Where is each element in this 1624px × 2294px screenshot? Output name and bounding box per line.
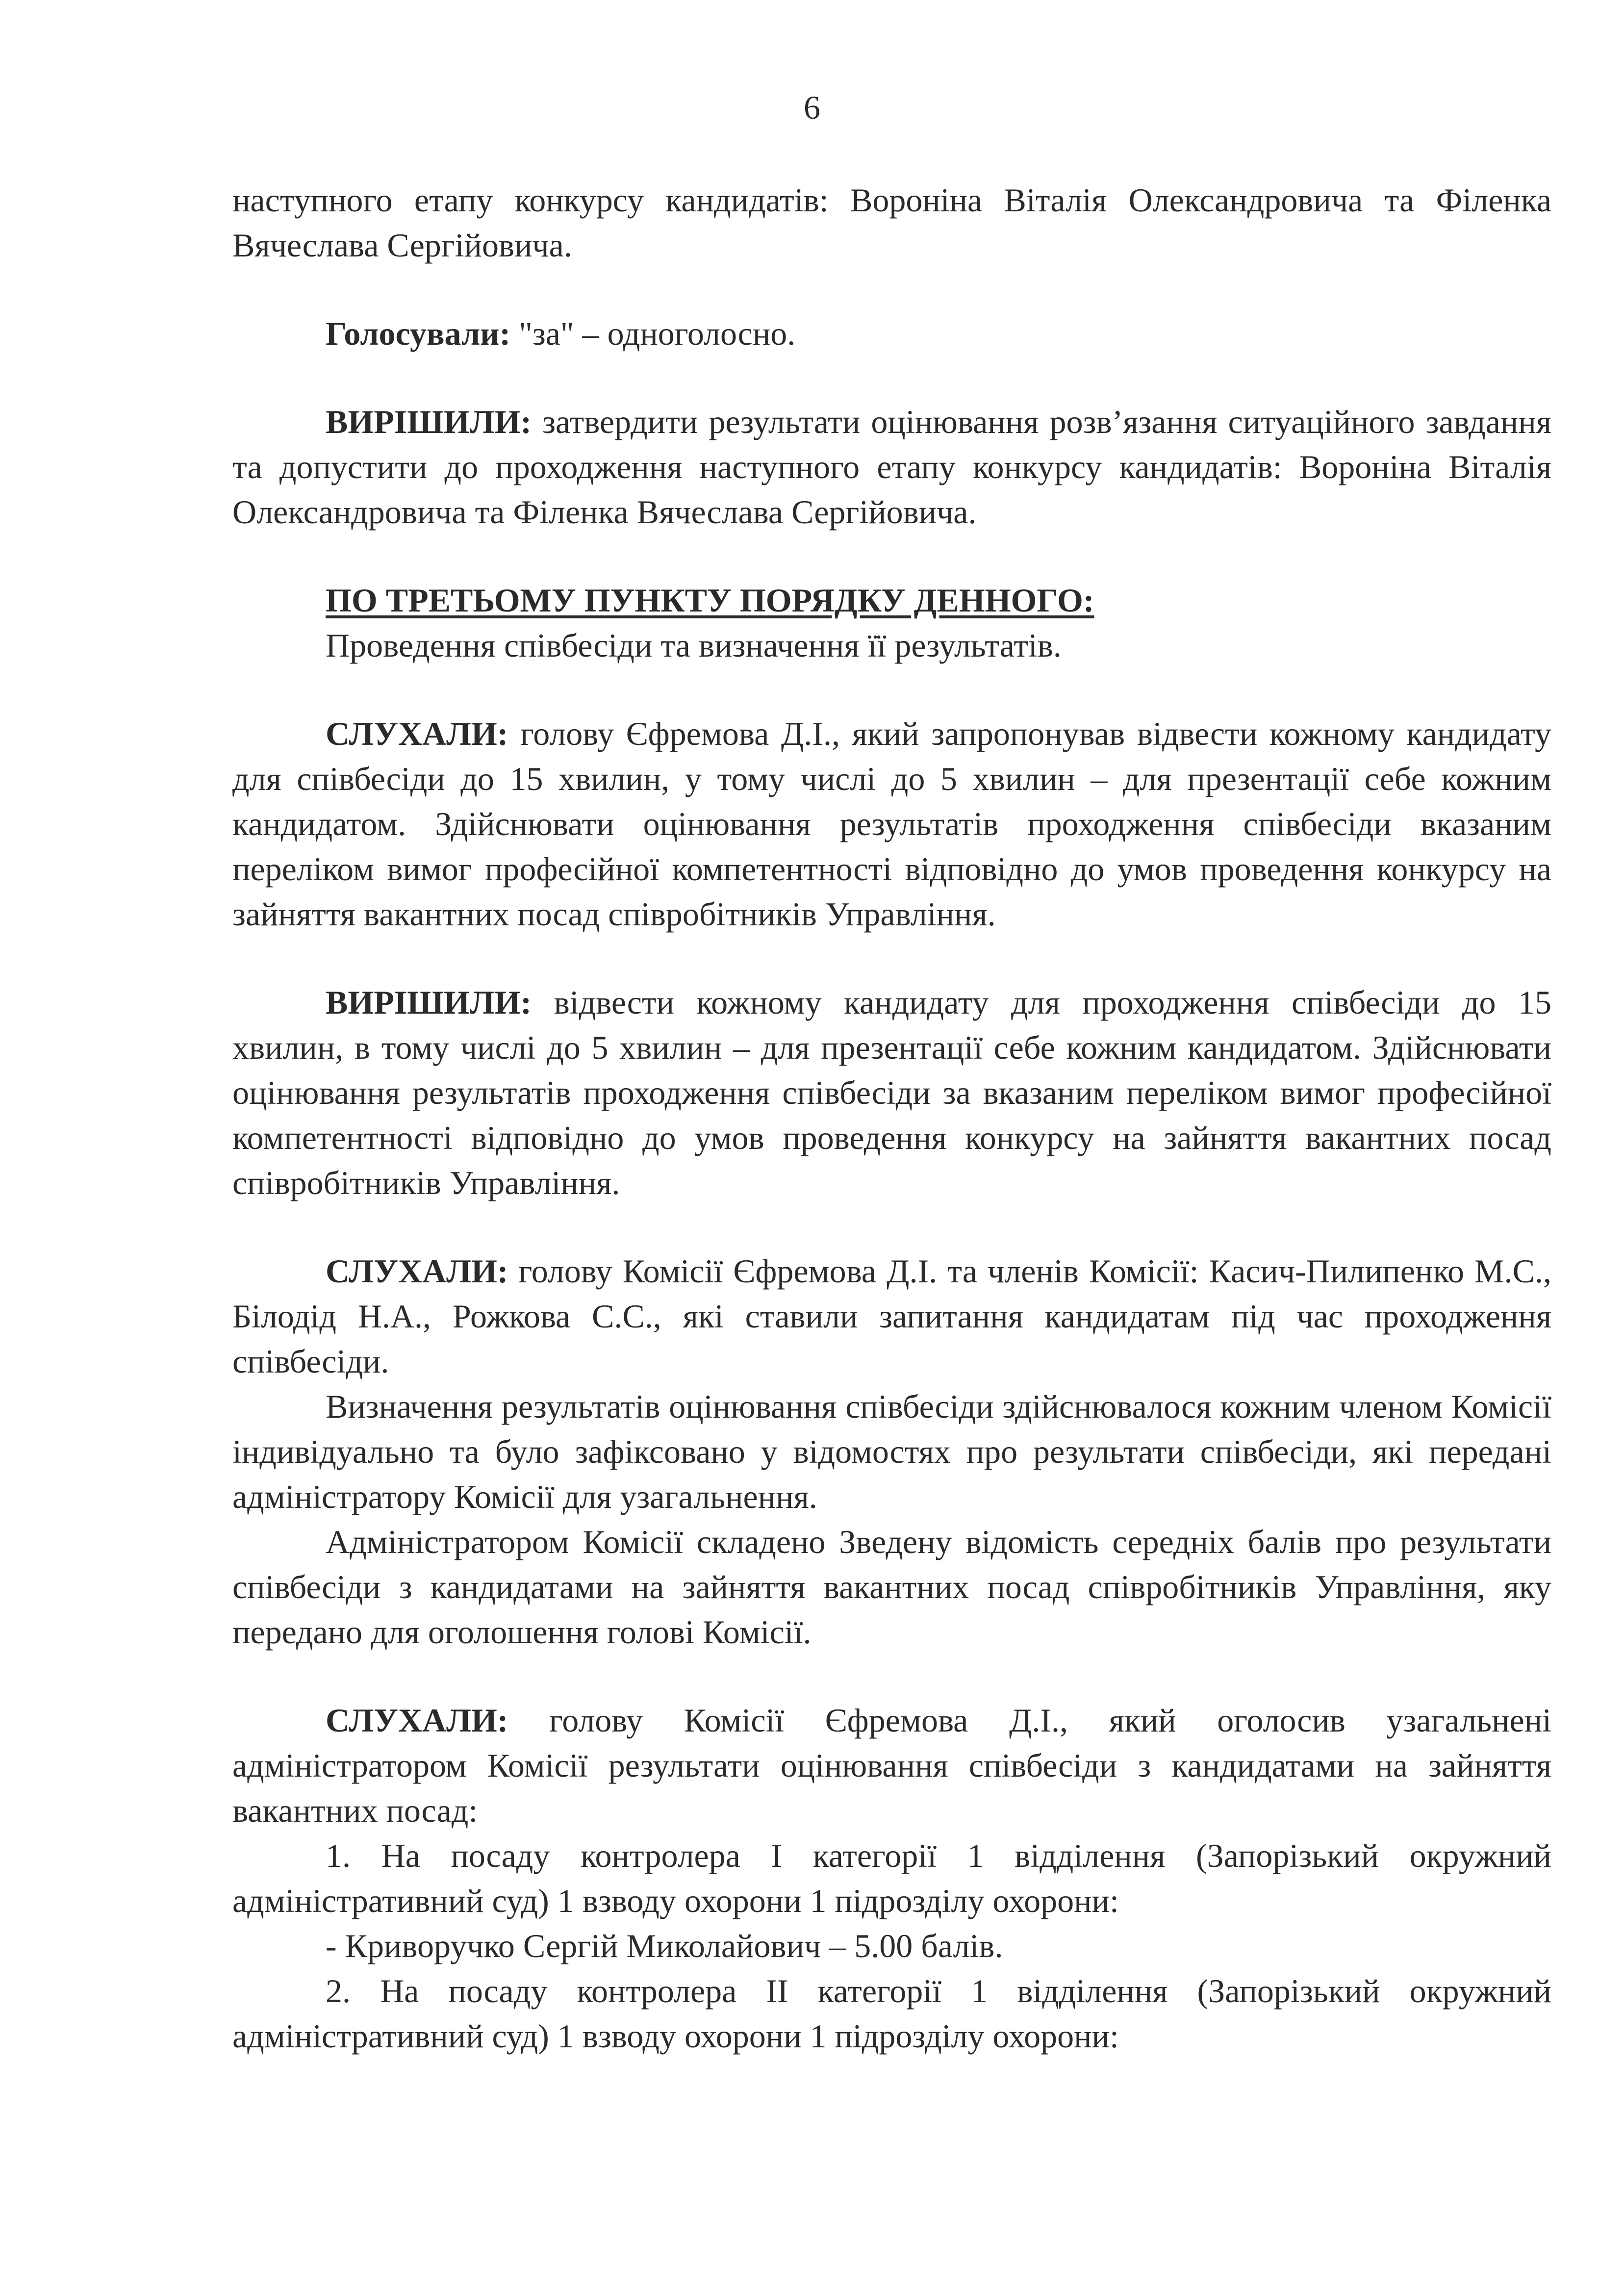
- vote-text: "за" – одноголосно.: [510, 315, 796, 352]
- section-title: ПО ТРЕТЬОМУ ПУНКТУ ПОРЯДКУ ДЕННОГО:: [326, 582, 1094, 619]
- decision-text: відвести кожному кандидату для проходження співбесіди до 15 хвилин, в тому числі до 5 хвилин – для презентації себе кожним кандидатом. Здійснювати оцінювання результатів проходження співбесіди за вказаним переліком вимог професійної компетентності відповідно до умов проведення конкурсу на зайняття вакантних посад співробітників Управління.: [232, 984, 1551, 1201]
- paragraph-heard: [232, 1698, 1551, 1833]
- section-heading: [232, 578, 1551, 623]
- paragraph-text: Адміністратором Комісії складено Зведену відомість середніх балів про результати співбесіди з кандидатами на зайняття вакантних посад співробітників Управління, яку передано для оголошення голові Комісії.: [232, 1523, 1551, 1651]
- heard-label: СЛУХАЛИ:: [326, 715, 508, 752]
- paragraph-continuation: [232, 178, 1551, 268]
- document-body: [232, 178, 1551, 2059]
- position-item: [232, 1833, 1551, 1923]
- position-item: [232, 1968, 1551, 2059]
- section-subtitle: Проведення співбесіди та визначення її результатів.: [326, 627, 1062, 664]
- paragraph-text: [232, 1384, 1551, 1519]
- position-text: 2. На посаду контролера ІІ категорії 1 відділення (Запорізький окружний адміністративний суд) 1 взводу охорони 1 підрозділу охорони:: [232, 1972, 1551, 2055]
- heard-text: голову Комісії Єфремова Д.І., який оголосив узагальнені адміністратором Комісії результати оцінювання співбесіди з кандидатами на зайняття вакантних посад:: [232, 1702, 1551, 1829]
- decision-label: ВИРІШИЛИ:: [326, 403, 532, 440]
- paragraph-text: Визначення результатів оцінювання співбесіди здійснювалося кожним членом Комісії індивідуально та було зафіксовано у відомостях про результати співбесіди, які передані адміністратору Комісії для узагальнення.: [232, 1388, 1551, 1515]
- paragraph-heard: [232, 1249, 1551, 1384]
- vote-label: Голосували:: [326, 315, 511, 352]
- heard-text: голову Єфремова Д.І., який запропонував відвести кожному кандидату для співбесіди до 15 хвилин, у тому числі до 5 хвилин – для презентації себе кожним кандидатом. Здійснювати оцінювання результатів проходження співбесіди вказаним переліком вимог професійної компетентності відповідно до умов проведення конкурсу на зайняття вакантних посад співробітників Управління.: [232, 715, 1551, 933]
- paragraph-text: [232, 1519, 1551, 1655]
- heard-label: СЛУХАЛИ:: [326, 1252, 508, 1290]
- paragraph-vote: [232, 311, 1551, 356]
- decision-label: ВИРІШИЛИ:: [326, 984, 532, 1021]
- page-number: 6: [804, 89, 820, 126]
- paragraph-heard: [232, 711, 1551, 937]
- position-text: 1. На посаду контролера І категорії 1 відділення (Запорізький окружний адміністративний суд) 1 взводу охорони 1 підрозділу охорони:: [232, 1837, 1551, 1919]
- paragraph-text: наступного етапу конкурсу кандидатів: Вороніна Віталія Олександровича та Філенка Вячеслава Сергійовича.: [232, 181, 1551, 264]
- candidate-item: [232, 1923, 1551, 1968]
- decision-text: затвердити результати оцінювання розв’язання ситуаційного завдання та допустити до проходження наступного етапу конкурсу кандидатів: Вороніна Віталія Олександровича та Філенка Вячеслава Сергійовича.: [232, 403, 1551, 531]
- section-subheading: [232, 623, 1551, 668]
- heard-text: голову Комісії Єфремова Д.І. та членів Комісії: Касич-Пилипенко М.С., Білодід Н.А., Рожкова С.С., які ставили запитання кандидатам під час проходження співбесіди.: [232, 1252, 1551, 1380]
- candidate-text: - Криворучко Сергій Миколайович – 5.00 балів.: [326, 1927, 1003, 1964]
- paragraph-decision: [232, 980, 1551, 1205]
- paragraph-decision: [232, 399, 1551, 535]
- heard-label: СЛУХАЛИ:: [326, 1702, 508, 1739]
